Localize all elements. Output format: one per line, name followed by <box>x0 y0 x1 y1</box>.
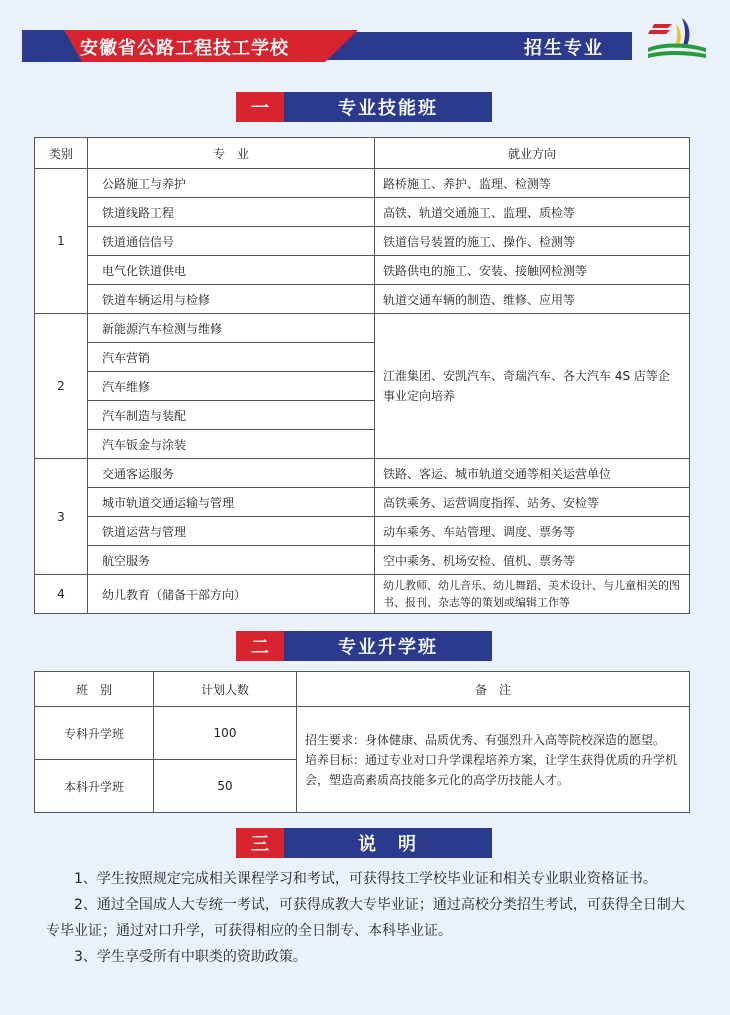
page-label: 招生专业 <box>524 38 604 59</box>
table-row <box>35 517 690 546</box>
major-cell: 交通客运服务 <box>88 459 375 488</box>
top-banner <box>0 0 730 80</box>
table-row <box>35 488 690 517</box>
major-cell: 汽车制造与装配 <box>88 401 375 430</box>
major-cell: 铁道通信信号 <box>88 227 375 256</box>
table-row <box>35 314 690 343</box>
note-paragraph: 2、通过全国成人大专统一考试，可获得成教大专毕业证；通过高校分类招生考试，可获得全日制大专毕业证；通过对口升学，可获得相应的全日制专、本科毕业证。 <box>46 897 685 939</box>
major-cell: 汽车维修 <box>88 372 375 401</box>
section-header-skills <box>236 92 492 122</box>
career-cell: 高铁乘务、运营调度指挥、站务、安检等 <box>375 488 690 517</box>
section-header-notes <box>236 828 492 858</box>
career-cell: 动车乘务、车站管理、调度、票务等 <box>375 517 690 546</box>
header-career: 就业方向 <box>375 138 690 169</box>
header-category: 类别 <box>35 138 88 169</box>
notes-block <box>46 866 686 970</box>
header-plan: 计划人数 <box>154 672 297 707</box>
header-class: 班 别 <box>35 672 154 707</box>
category-cell: 2 <box>35 314 88 459</box>
major-cell: 新能源汽车检测与维修 <box>88 314 375 343</box>
table-row <box>35 198 690 227</box>
table-row <box>35 256 690 285</box>
section-number: 三 <box>236 828 284 858</box>
note-paragraph: 3、学生享受所有中职类的资助政策。 <box>74 949 307 965</box>
major-cell: 航空服务 <box>88 546 375 575</box>
table-row <box>35 707 690 760</box>
table-row <box>35 459 690 488</box>
major-cell: 汽车营销 <box>88 343 375 372</box>
upgrade-table <box>34 671 690 813</box>
major-cell: 城市轨道交通运输与管理 <box>88 488 375 517</box>
career-cell: 铁路供电的施工、安装、接触网检测等 <box>375 256 690 285</box>
table-header-row <box>35 138 690 169</box>
class-cell: 本科升学班 <box>35 760 154 813</box>
major-cell: 汽车钣金与涂装 <box>88 430 375 459</box>
note-requirement: 招生要求：身体健康、品质优秀、有强烈升入高等院校深造的愿望。 <box>305 732 666 747</box>
table-row <box>35 227 690 256</box>
major-cell: 电气化铁道供电 <box>88 256 375 285</box>
career-cell: 空中乘务、机场安检、值机、票务等 <box>375 546 690 575</box>
major-cell: 铁道运营与管理 <box>88 517 375 546</box>
header-note: 备 注 <box>297 672 690 707</box>
section-title: 说 明 <box>284 828 492 858</box>
major-cell: 铁道线路工程 <box>88 198 375 227</box>
major-cell: 铁道车辆运用与检修 <box>88 285 375 314</box>
major-cell: 幼儿教育（储备干部方向） <box>88 575 375 614</box>
class-cell: 专科升学班 <box>35 707 154 760</box>
career-cell: 江淮集团、安凯汽车、奇瑞汽车、各大汽车 4S 店等企事业定向培养 <box>375 314 690 459</box>
school-name: 安徽省公路工程技工学校 <box>80 38 289 59</box>
category-cell: 1 <box>35 169 88 314</box>
section-title: 专业技能班 <box>284 92 492 122</box>
table-row <box>35 546 690 575</box>
header-major: 专 业 <box>88 138 375 169</box>
note-cell <box>297 707 690 813</box>
category-cell: 3 <box>35 459 88 575</box>
section-header-upgrade <box>236 631 492 661</box>
plan-cell: 50 <box>154 760 297 813</box>
career-cell: 高铁、轨道交通施工、监理、质检等 <box>375 198 690 227</box>
career-cell: 路桥施工、养护、监理、检测等 <box>375 169 690 198</box>
section-number: 一 <box>236 92 284 122</box>
plan-cell: 100 <box>154 707 297 760</box>
category-cell: 4 <box>35 575 88 614</box>
table-row <box>35 169 690 198</box>
section-title: 专业升学班 <box>284 631 492 661</box>
school-logo-icon <box>646 16 708 62</box>
career-cell: 铁道信号装置的施工、操作、检测等 <box>375 227 690 256</box>
skills-table <box>34 137 690 614</box>
career-cell: 幼儿教师、幼儿音乐、幼儿舞蹈、美术设计、与儿童相关的图书、报刊、杂志等的策划或编辑工作等 <box>375 575 690 614</box>
section-number: 二 <box>236 631 284 661</box>
table-row <box>35 285 690 314</box>
career-cell: 轨道交通车辆的制造、维修、应用等 <box>375 285 690 314</box>
table-header-row <box>35 672 690 707</box>
career-cell: 铁路、客运、城市轨道交通等相关运营单位 <box>375 459 690 488</box>
major-cell: 公路施工与养护 <box>88 169 375 198</box>
note-goal: 培养目标：通过专业对口升学课程培养方案，让学生获得优质的升学机会，塑造高素质高技能多元化的高学历技能人才。 <box>305 752 678 787</box>
note-paragraph: 1、学生按照规定完成相关课程学习和考试，可获得技工学校毕业证和相关专业职业资格证书。 <box>74 871 657 887</box>
table-row <box>35 575 690 614</box>
